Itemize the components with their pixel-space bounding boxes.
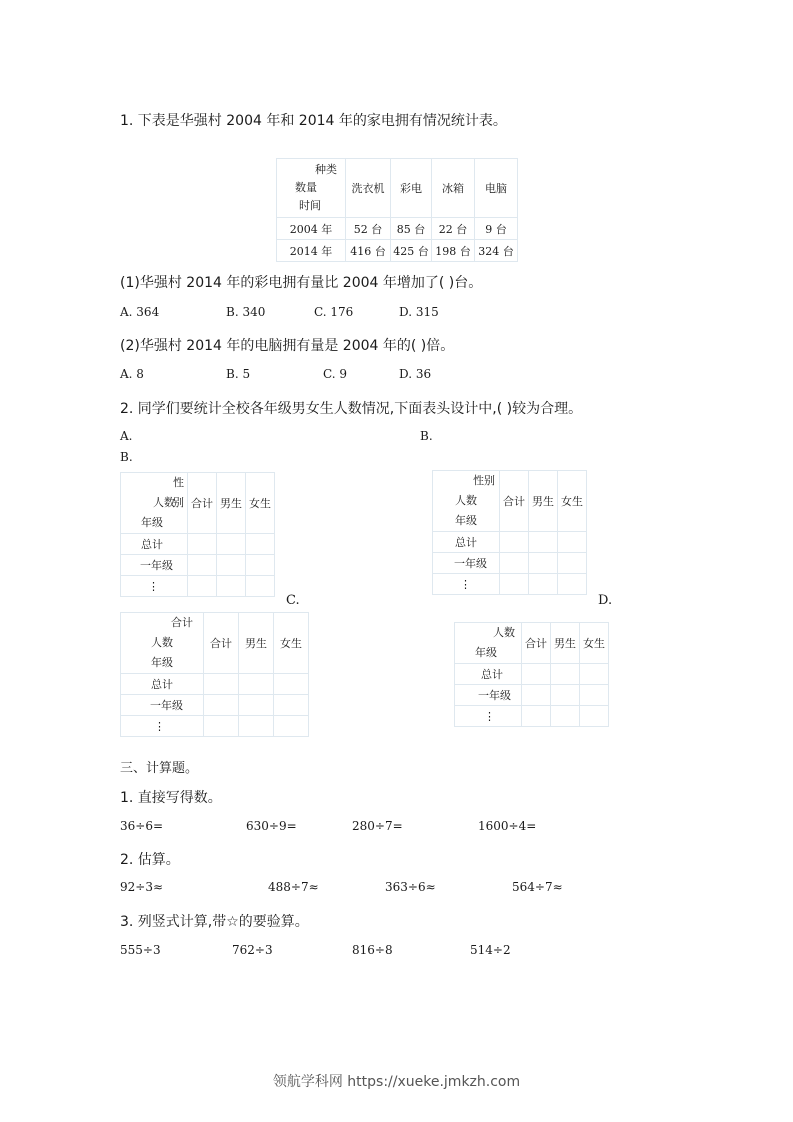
- header-design-c: 合计 人数 年级 合计 男生 女生 总计 一年级 ⋮: [120, 612, 309, 737]
- expression: 280÷7=: [352, 819, 403, 833]
- table-row: 一年级: [455, 685, 609, 706]
- diagonal-header: 合计 人数 年级: [121, 613, 204, 674]
- expression: 555÷3: [120, 943, 161, 957]
- table-row: 总计: [121, 674, 309, 695]
- expression: 36÷6=: [120, 819, 164, 833]
- q1-title: 1. 下表是华强村 2004 年和 2014 年的家电拥有情况统计表。: [120, 113, 507, 129]
- col-header: 彩电: [391, 159, 432, 218]
- diagonal-header: 性别 人数 年级: [121, 473, 188, 534]
- expression: 762÷3: [232, 943, 273, 957]
- table-row: 一年级: [121, 555, 275, 576]
- col-header: 冰箱: [432, 159, 475, 218]
- table-row: 一年级: [433, 553, 587, 574]
- table-corner: 种类 数量 时间: [277, 159, 346, 218]
- table-row: 2014 年 416 台 425 台 198 台 324 台: [277, 240, 518, 262]
- header-design-a: 性别 人数 年级 合计 男生 女生 总计 一年级 ⋮: [120, 472, 275, 597]
- table-row: 一年级: [121, 695, 309, 716]
- option-a: A. 8: [120, 367, 144, 381]
- option-c: C. 176: [314, 305, 354, 319]
- table-row: 总计: [433, 532, 587, 553]
- label-c: C.: [286, 593, 300, 608]
- section-heading: 三、计算题。: [120, 761, 199, 776]
- label-b: B.: [420, 429, 433, 443]
- diagonal-header: 人数 年级: [455, 623, 522, 664]
- expression: 514÷2: [470, 943, 511, 957]
- appliance-table: [276, 158, 518, 262]
- expression: 92÷3≈: [120, 880, 164, 894]
- expression: 630÷9=: [246, 819, 297, 833]
- header-design-b: 性别 人数 年级 合计 男生 女生 总计 一年级 ⋮: [432, 470, 587, 595]
- option-b: B. 5: [226, 367, 251, 381]
- col-header: 洗衣机: [346, 159, 391, 218]
- option-a: A. 364: [120, 305, 160, 319]
- diagonal-header: 性别 人数 年级: [433, 471, 500, 532]
- table-row: ⋮: [433, 574, 587, 595]
- label-d: D.: [598, 593, 613, 608]
- q2-title: 2. 同学们要统计全校各年级男女生人数情况,下面表头设计中,( )较为合理。: [120, 401, 583, 417]
- label-b-repeat: B.: [120, 450, 133, 464]
- q1-sub2: (2)华强村 2014 年的电脑拥有量是 2004 年的( )倍。: [120, 338, 455, 354]
- table-row: ⋮: [455, 706, 609, 727]
- header-design-d: 人数 年级 合计 男生 女生 总计 一年级 ⋮: [454, 622, 609, 727]
- p1-title: 1. 直接写得数。: [120, 790, 222, 806]
- expression: 488÷7≈: [268, 880, 319, 894]
- table-row: ⋮: [121, 576, 275, 597]
- expression: 1600÷4=: [478, 819, 537, 833]
- expression: 564÷7≈: [512, 880, 563, 894]
- table-row: ⋮: [121, 716, 309, 737]
- option-d: D. 36: [399, 367, 432, 381]
- table-row: 总计: [455, 664, 609, 685]
- table-row: 2004 年 52 台 85 台 22 台 9 台: [277, 218, 518, 240]
- table-row: 总计: [121, 534, 275, 555]
- expression: 363÷6≈: [385, 880, 436, 894]
- p3-title: 3. 列竖式计算,带☆的要验算。: [120, 914, 309, 930]
- option-c: C. 9: [323, 367, 348, 381]
- option-d: D. 315: [399, 305, 439, 319]
- col-header: 电脑: [475, 159, 518, 218]
- label-a: A.: [120, 429, 133, 443]
- p2-title: 2. 估算。: [120, 852, 180, 868]
- expression: 816÷8: [352, 943, 393, 957]
- option-b: B. 340: [226, 305, 266, 319]
- q1-sub1: (1)华强村 2014 年的彩电拥有量比 2004 年增加了( )台。: [120, 275, 483, 291]
- footer-watermark: 领航学科网 https://xueke.jmkzh.com: [272, 1074, 521, 1090]
